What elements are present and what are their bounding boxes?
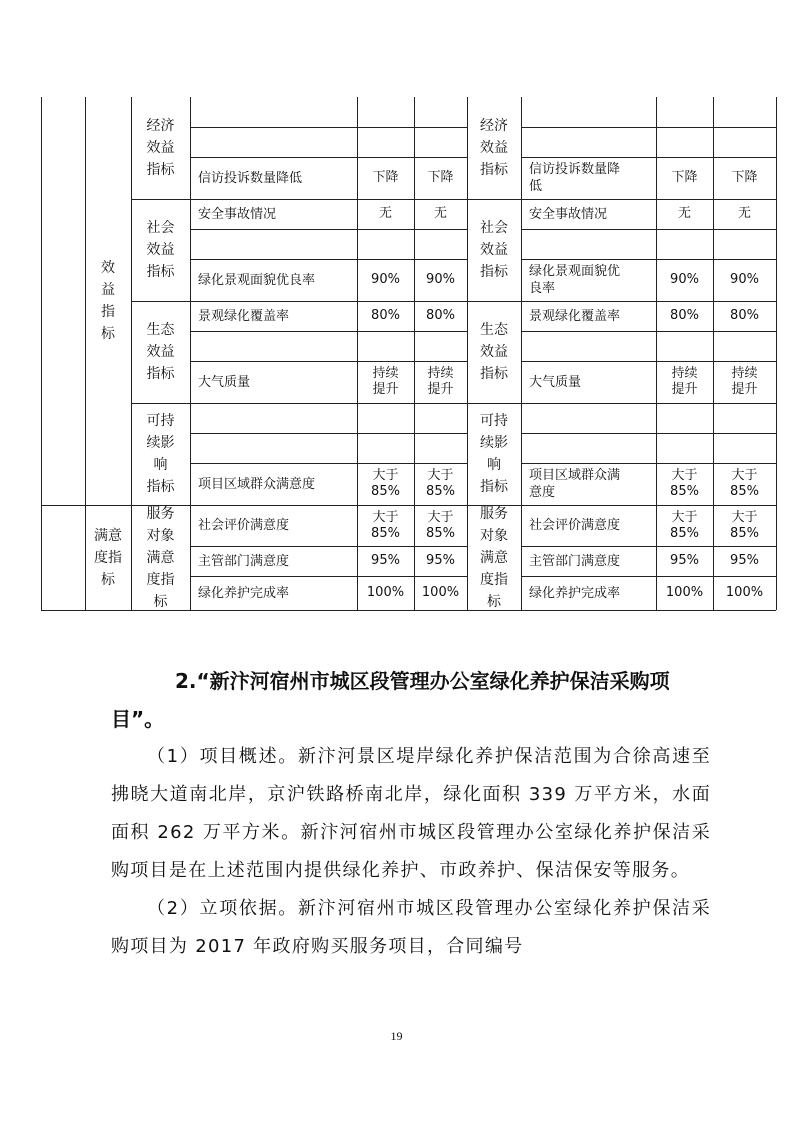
indicator-name-text: 大气质量 [198,374,251,390]
actual-value-text: 持续 提升 [731,366,758,397]
sub-category-label [467,505,521,610]
target-value-text: 无 [677,206,691,221]
actual-value [414,199,467,229]
actual-value [713,505,776,546]
target-value [656,229,713,259]
section-heading [111,662,711,738]
actual-value [713,576,776,610]
sub-category-label [467,97,521,199]
target-value [357,157,414,199]
actual-value-text: 持续 提升 [427,366,454,397]
target-value [656,199,713,229]
target-value [656,546,713,576]
indicator-name-text: 大气质量 [529,374,582,390]
actual-value [414,546,467,576]
actual-value-text: 80% [426,308,455,323]
indicator-name-text: 社会评价满意度 [198,518,290,533]
actual-value [713,433,776,463]
actual-value [414,505,467,546]
actual-value [713,463,776,505]
category-label [85,97,131,505]
indicator-name [190,403,357,433]
sub-category-label [131,301,190,403]
target-value-text: 大于 85% [670,468,699,499]
actual-value [713,546,776,576]
actual-value-text: 下降 [427,170,454,185]
actual-value-text: 80% [730,308,759,323]
indicator-name-text: 景观绿化覆盖率 [529,308,621,324]
table-column-rule [41,97,42,610]
actual-value-text: 下降 [731,170,758,185]
category-label-text: 效 益 指 标 [101,260,115,342]
target-value-text: 大于 85% [670,509,699,541]
target-value [357,505,414,546]
target-value-text: 持续 提升 [372,366,399,397]
actual-value-text: 100% [421,585,460,600]
indicator-name-text: 绿化景观面貌优 良率 [529,264,621,296]
actual-value [713,301,776,331]
indicator-name [521,463,656,505]
target-value [357,97,414,127]
target-value [357,361,414,403]
paragraph-basis: （2）立项依据。新汴河宿州市城区段管理办公室绿化养护保洁采购项目为 2017 年政府购买服务项目，合同编号 [111,898,711,957]
sub-category-label-text: 经济 效益 指标 [146,118,175,178]
actual-value [414,259,467,301]
actual-value [713,331,776,361]
sub-category-label [467,199,521,301]
paragraph-overview: （1）项目概述。新汴河景区堤岸绿化养护保洁范围为合徐高速至拂晓大道南北岸，京沪铁路桥南北岸，绿化面积 339 万平方米，水面面积 262 万平方米。新汴河宿州市城区段管理办公室绿化养护保洁采购项目是在上述范围内提供绿化养护、市政养护、保洁保安等服务。 [111,746,711,881]
indicator-name [190,127,357,157]
indicator-name [190,463,357,505]
indicator-name [521,403,656,433]
actual-value-text: 90% [730,272,759,287]
sub-category-label [131,199,190,301]
target-value-text: 90% [670,272,699,287]
target-value-text: 无 [378,206,392,221]
target-value [656,259,713,301]
actual-value [414,576,467,610]
target-value [656,433,713,463]
indicator-name [190,331,357,361]
target-value-text: 大于 85% [371,468,400,499]
actual-value [713,97,776,127]
target-value-text: 下降 [372,170,399,185]
indicator-name [521,576,656,610]
indicator-name [521,259,656,301]
indicator-name-text: 安全事故情况 [198,206,277,222]
indicator-name-text: 绿化养护完成率 [198,585,290,601]
actual-value-text: 大于 85% [426,468,455,499]
target-value [357,463,414,505]
category-label-text: 满意 度指 标 [94,527,122,588]
actual-value [414,301,467,331]
target-value [656,403,713,433]
sub-category-label [131,97,190,199]
sub-category-label-text: 服务 对象 满意 度指 标 [480,505,508,610]
indicator-name [190,97,357,127]
actual-value-text: 100% [725,585,764,600]
actual-value-text: 95% [426,553,455,568]
target-value-text: 80% [371,308,400,323]
indicator-name-text: 安全事故情况 [529,206,608,222]
indicator-name-text: 信访投诉数量降 低 [529,162,621,194]
target-value-text: 下降 [671,170,698,185]
table-column-rule [776,97,777,610]
indicator-name [190,576,357,610]
actual-value [414,331,467,361]
target-value-text: 90% [371,272,400,287]
target-value [357,546,414,576]
actual-value-text: 大于 85% [426,509,455,541]
indicator-name [190,505,357,546]
target-value [357,127,414,157]
actual-value [713,157,776,199]
indicator-name-text: 主管部门满意度 [529,553,621,569]
target-value [656,301,713,331]
indicator-name [521,546,656,576]
target-value [656,127,713,157]
sub-category-label [467,301,521,403]
indicator-name-text: 信访投诉数量降低 [198,170,303,186]
target-value-text: 80% [670,308,699,323]
indicator-name-text: 项目区域群众满意度 [198,476,316,492]
target-value [357,229,414,259]
indicator-name [190,229,357,259]
target-value [357,259,414,301]
target-value [656,157,713,199]
actual-value [414,157,467,199]
target-value [656,463,713,505]
indicator-name [521,505,656,546]
actual-value [713,229,776,259]
sub-category-label-text: 生态 效益 指标 [480,322,508,382]
target-value-text: 95% [371,553,400,568]
page-number: 19 [390,1029,403,1043]
indicator-name-text: 景观绿化覆盖率 [198,308,290,324]
target-value [656,331,713,361]
indicator-name [190,259,357,301]
sub-category-label-text: 服务 对象 满意 度指 标 [146,505,175,610]
target-value [656,576,713,610]
indicator-name [190,199,357,229]
target-value-text: 持续 提升 [671,366,698,397]
indicator-name [190,433,357,463]
actual-value-text: 无 [433,206,447,221]
indicator-name [190,546,357,576]
sub-category-label-text: 经济 效益 指标 [480,118,508,178]
indicator-name-text: 主管部门满意度 [198,553,290,569]
target-value-text: 100% [366,585,405,600]
target-value [357,331,414,361]
target-value [357,433,414,463]
sub-category-label [131,505,190,610]
target-value-text: 大于 85% [371,509,400,541]
section-heading-line2: 目”。 [111,707,165,731]
target-value [357,576,414,610]
indicator-name-text: 社会评价满意度 [529,518,621,533]
indicator-name [190,361,357,403]
indicator-name [521,433,656,463]
body-text [111,650,711,966]
indicator-name [521,361,656,403]
actual-value [414,97,467,127]
target-value [357,403,414,433]
sub-category-label-text: 可持 续影 响 指标 [146,413,175,495]
actual-value [713,361,776,403]
target-value [656,361,713,403]
indicator-name [521,229,656,259]
sub-category-label-text: 社会 效益 指标 [480,220,508,280]
actual-value [713,199,776,229]
indicator-name [521,157,656,199]
indicator-name [190,301,357,331]
sub-category-label-text: 社会 效益 指标 [146,220,175,280]
indicator-name-text: 项目区域群众满 意度 [529,468,621,500]
indicator-name-text: 绿化养护完成率 [529,585,621,601]
actual-value-text: 95% [730,553,759,568]
actual-value [414,127,467,157]
target-value-text: 100% [665,585,704,600]
indicator-table [41,97,776,610]
actual-value [414,361,467,403]
indicator-name [521,97,656,127]
sub-category-label [467,403,521,505]
sub-category-label-text: 可持 续影 响 指标 [480,413,508,495]
actual-value [713,127,776,157]
indicator-name [521,331,656,361]
indicator-name [521,199,656,229]
actual-value [414,229,467,259]
target-value [656,97,713,127]
sub-category-label-text: 生态 效益 指标 [146,322,175,382]
sub-category-label [131,403,190,505]
actual-value [414,403,467,433]
actual-value [713,403,776,433]
actual-value [713,259,776,301]
indicator-name-text: 绿化景观面貌优良率 [198,272,316,288]
target-value-text: 95% [670,553,699,568]
actual-value [414,463,467,505]
target-value [357,301,414,331]
actual-value [414,433,467,463]
indicator-name [190,157,357,199]
target-value [656,505,713,546]
indicator-name [521,301,656,331]
actual-value-text: 90% [426,272,455,287]
actual-value-text: 大于 85% [730,509,759,541]
category-label [85,505,131,610]
section-heading-line1: 2.“新汴河宿州市城区段管理办公室绿化养护保洁采购项 [175,669,670,693]
actual-value-text: 大于 85% [730,468,759,499]
indicator-name [521,127,656,157]
actual-value-text: 无 [737,206,751,221]
target-value [357,199,414,229]
